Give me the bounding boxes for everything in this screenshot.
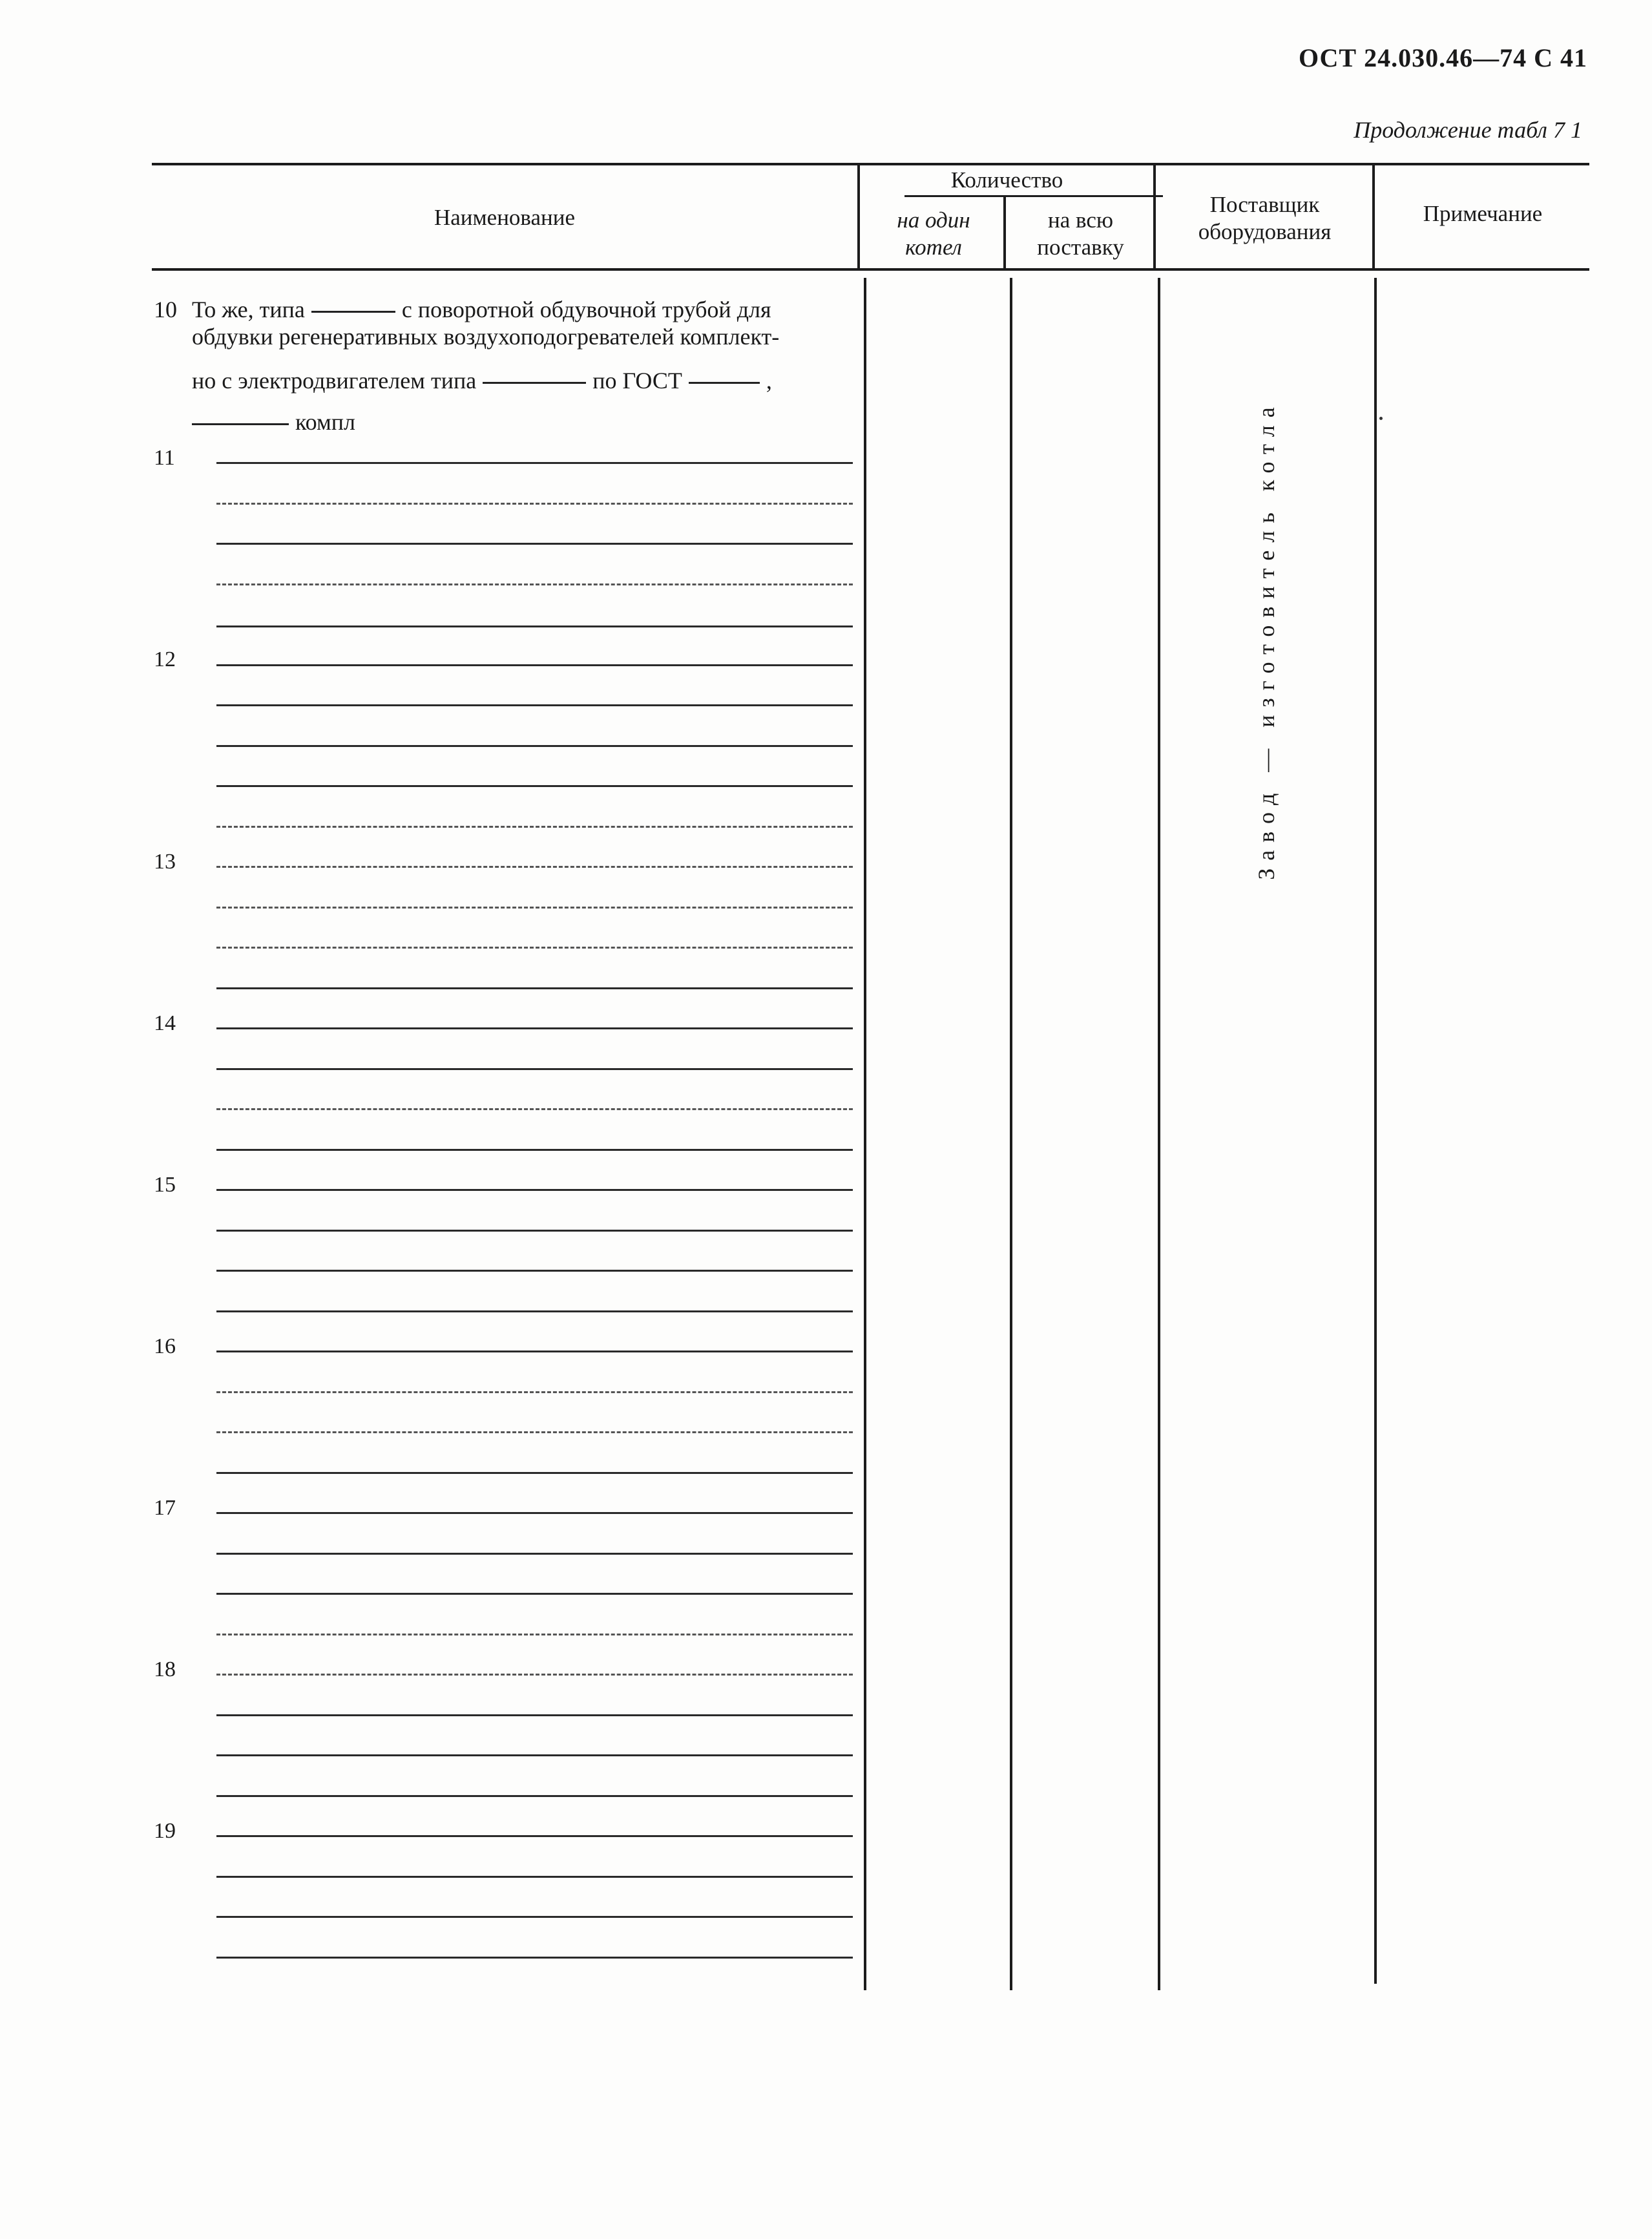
blank-rule [216,1149,853,1151]
blank-rule [216,1553,853,1555]
blank-rule [216,1754,853,1756]
blank-rule [216,625,853,627]
row-10-line-1b: с поворотной обдувочной трубой для [401,297,771,322]
blank-rule [216,462,853,464]
row-10-line-4 [192,408,355,436]
row-number: 17 [154,1496,176,1520]
row-10-line-2: обдувки регенеративных воздухоподогревателей комплект- [192,324,780,350]
blank-rule [216,1674,853,1676]
body-divider-1 [864,278,866,1990]
blank-rule [216,503,853,505]
blank-rule [216,1310,853,1312]
blank-rule [216,1431,853,1433]
row-number: 15 [154,1173,176,1197]
blank-rule [216,543,853,545]
blank-rule [216,1634,853,1635]
row-10-blank-type [311,311,395,313]
col-qty-header: Количество [950,167,1063,193]
row-10-line-3c: , [766,368,772,394]
row-number: 19 [154,1819,176,1843]
blank-rule [216,1512,853,1514]
row-10-line-1 [192,296,771,323]
body-divider-4 [1374,278,1377,1984]
blank-rule [216,1391,853,1393]
blank-rule [216,1027,853,1029]
qty-subheader-line [904,195,1163,197]
blank-rule [216,1351,853,1352]
row-number: 12 [154,647,176,671]
blank-rule [216,1068,853,1070]
header-divider-4 [1372,163,1375,271]
row-10-number: 10 [154,297,177,322]
supplier-vertical-label: Завод — изготовитель котла [1253,399,1279,880]
col-qty-per-boiler-header: на один котел [897,207,970,260]
row-10-blank-motor [483,382,586,384]
blank-rule [216,866,853,868]
blank-rule [216,745,853,747]
body-divider-3 [1158,278,1160,1990]
row-10-line-3 [192,367,772,394]
header-divider-2 [1003,197,1006,271]
col-qty-per-delivery-header: на всю поставку [1037,207,1124,260]
col-name-header: Наименование [434,205,576,230]
row-10-line-3b: по ГОСТ [592,368,682,394]
blank-rule [216,826,853,828]
blank-rule [216,1270,853,1272]
row-number: 14 [154,1011,176,1035]
row-10-line-3a: но с электродвигателем типа [192,368,477,394]
col-note-header: Примечание [1423,201,1543,226]
row-number: 11 [154,446,175,470]
blank-rule [216,583,853,585]
row-10-line-4-text: компл [295,409,355,435]
row-number: 13 [154,850,176,874]
blank-rule [216,1189,853,1191]
blank-rule [216,1714,853,1716]
page-header: ОСТ 24.030.46—74 С 41 [1298,43,1587,72]
blank-rule [216,1230,853,1232]
blank-rule [216,1835,853,1837]
row-number: 18 [154,1657,176,1681]
blank-rule [216,664,853,666]
blank-rule [216,704,853,706]
row-number: 16 [154,1334,176,1358]
blank-rule [216,1916,853,1918]
blank-rule [216,907,853,909]
blank-rule [216,987,853,989]
blank-rule [216,947,853,949]
continuation-label: Продолжение табл 7 1 [1354,117,1582,143]
blank-rule [216,785,853,787]
body-divider-2 [1010,278,1012,1990]
blank-rule [216,1108,853,1110]
col-supplier-header: Поставщик оборудования [1198,192,1332,244]
blank-rule [216,1957,853,1959]
stray-mark [1379,417,1383,420]
row-10-blank-qty [192,423,289,425]
row-10-line-1a: То же, типа [192,297,305,322]
blank-rule [216,1593,853,1595]
blank-rule [216,1876,853,1878]
row-10-blank-gost [689,382,760,384]
blank-rule [216,1795,853,1797]
blank-rule [216,1472,853,1474]
